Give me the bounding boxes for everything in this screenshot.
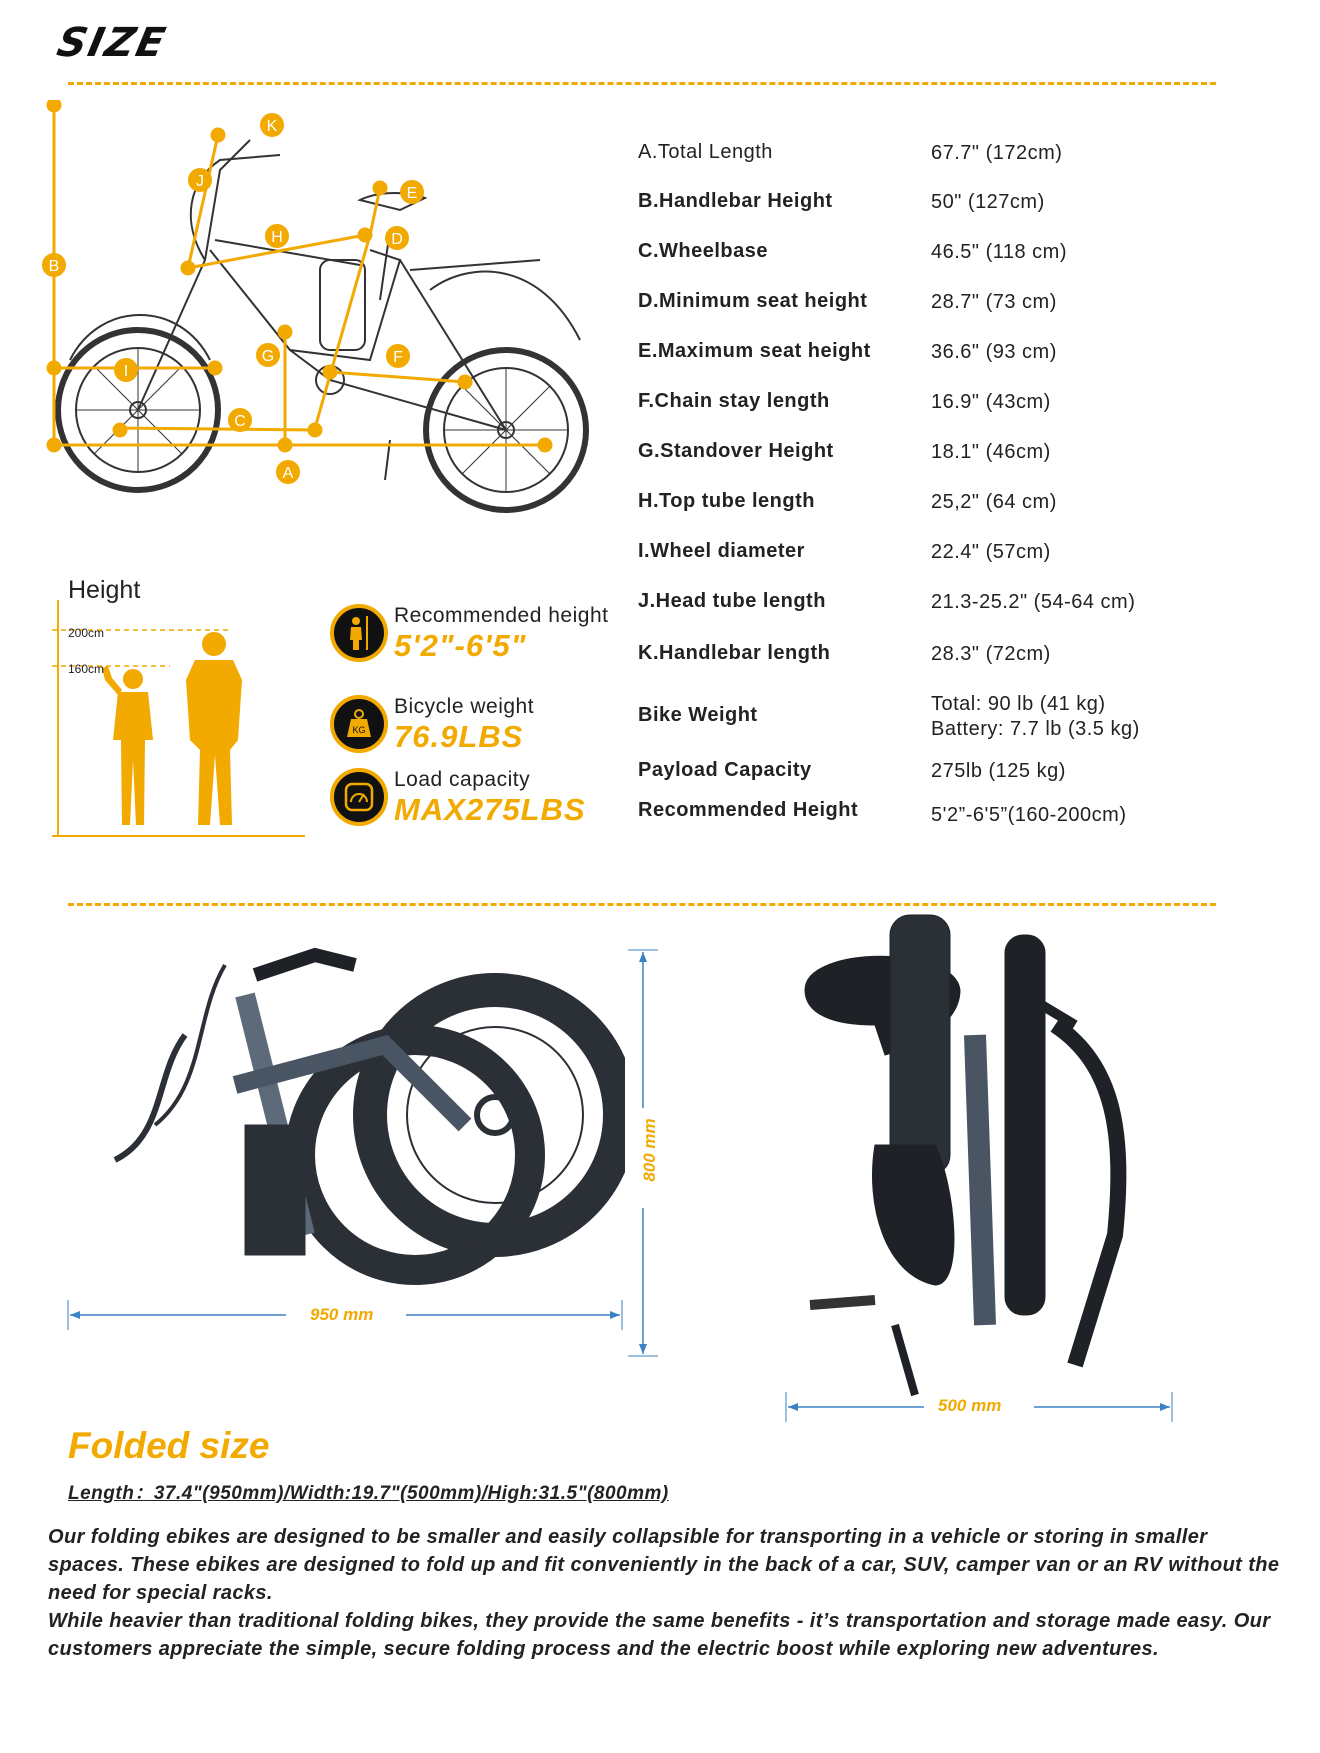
rec-value: 76.9LBS bbox=[394, 719, 524, 754]
gauge-icon bbox=[330, 768, 388, 826]
marker-b bbox=[42, 253, 66, 277]
spec-value: 28.3" (72cm) bbox=[931, 643, 1051, 665]
dim-depth-label: 500 mm bbox=[938, 1396, 1002, 1415]
folded-size-dimensions: Length：37.4"(950mm)/Width:19.7"(500mm)/High:31.5"(800mm) bbox=[68, 1483, 669, 1504]
marker-f bbox=[386, 344, 410, 368]
spec-label: D.Minimum seat height bbox=[638, 290, 868, 312]
spec-row-chain-stay bbox=[638, 390, 1278, 430]
marker-j bbox=[188, 168, 212, 192]
recommended-height-item bbox=[330, 604, 630, 674]
spec-label: Payload Capacity bbox=[638, 759, 812, 781]
rec-label: Bicycle weight bbox=[394, 695, 535, 718]
spec-row-wheel-diameter bbox=[638, 540, 1278, 580]
spec-label: Bike Weight bbox=[638, 704, 758, 726]
spec-label: A.Total Length bbox=[638, 141, 773, 163]
height-chart-title: Height bbox=[68, 576, 141, 604]
svg-text:A: A bbox=[282, 465, 294, 482]
rec-value: MAX275LBS bbox=[394, 792, 586, 827]
spec-value: 50" (127cm) bbox=[931, 191, 1045, 213]
folded-bike-front-photo bbox=[795, 905, 1195, 1405]
marker-i bbox=[114, 358, 138, 382]
svg-text:D: D bbox=[391, 231, 403, 248]
spec-label: K.Handlebar length bbox=[638, 642, 831, 664]
top-divider bbox=[68, 82, 1216, 85]
spec-row-min-seat-height bbox=[638, 290, 1278, 330]
spec-value: 67.7" (172cm) bbox=[931, 142, 1063, 164]
rec-label: Recommended height bbox=[394, 604, 609, 627]
marker-a bbox=[276, 460, 300, 484]
load-capacity-item bbox=[330, 768, 630, 838]
svg-text:E: E bbox=[406, 185, 418, 202]
description-paragraph-2: While heavier than traditional folding bikes, they provide the same benefits - it’s transportation and storage made easy. Our customers appreciate the simple, secure folding process and the electric boost while exploring new adventures. bbox=[48, 1610, 1271, 1660]
spec-label: G.Standover Height bbox=[638, 440, 834, 462]
spec-row-total-length bbox=[638, 141, 1278, 181]
spec-row-head-tube bbox=[638, 590, 1278, 630]
marker-d bbox=[385, 226, 409, 250]
svg-text:K: K bbox=[266, 118, 278, 135]
page-title: SIZE bbox=[53, 20, 171, 66]
spec-row-wheelbase bbox=[638, 240, 1278, 280]
dim-width-label: 950 mm bbox=[310, 1305, 374, 1324]
spec-row-standover bbox=[638, 440, 1278, 480]
bicycle-weight-item bbox=[330, 695, 630, 765]
marker-h bbox=[265, 224, 289, 248]
spec-label: F.Chain stay length bbox=[638, 390, 830, 412]
spec-value-2: Battery: 7.7 lb (3.5 kg) bbox=[931, 718, 1140, 740]
svg-text:G: G bbox=[261, 348, 275, 365]
spec-value: 25,2" (64 cm) bbox=[931, 491, 1057, 513]
spec-row-bike-weight bbox=[638, 692, 1278, 744]
spec-row-top-tube bbox=[638, 490, 1278, 530]
person-height-icon bbox=[330, 604, 388, 662]
svg-text:C: C bbox=[234, 413, 246, 430]
spec-row-handlebar-length bbox=[638, 642, 1278, 682]
spec-label: H.Top tube length bbox=[638, 490, 815, 512]
tick-200cm: 200cm bbox=[68, 626, 105, 640]
dim-height-label: 800 mm bbox=[640, 1118, 659, 1182]
tick-160cm: 160cm bbox=[68, 662, 105, 676]
spec-label: J.Head tube length bbox=[638, 590, 826, 612]
marker-c bbox=[228, 408, 252, 432]
spec-value: 28.7" (73 cm) bbox=[931, 291, 1057, 313]
spec-value: 5'2”-6'5”(160-200cm) bbox=[931, 804, 1127, 826]
svg-text:KG: KG bbox=[352, 725, 366, 735]
spec-value: 21.3-25.2" (54-64 cm) bbox=[931, 591, 1136, 613]
spec-label: Recommended Height bbox=[638, 799, 859, 821]
spec-row-handlebar-height bbox=[638, 190, 1278, 230]
spec-value: 275lb (125 kg) bbox=[931, 760, 1066, 782]
spec-value: 18.1" (46cm) bbox=[931, 441, 1051, 463]
spec-label: E.Maximum seat height bbox=[638, 340, 871, 362]
description-paragraph-1: Our folding ebikes are designed to be smaller and easily collapsible for transporting in a vehicle or storing in smaller spaces. These ebikes are designed to fold up and fit conveniently in the back of a car, SUV, camper van or an RV without the need for special racks. bbox=[48, 1526, 1280, 1604]
folded-size-title: Folded size bbox=[68, 1425, 270, 1466]
person-tall-icon bbox=[186, 632, 242, 825]
spec-row-max-seat-height bbox=[638, 340, 1278, 380]
marker-g bbox=[256, 343, 280, 367]
spec-value: 36.6" (93 cm) bbox=[931, 341, 1057, 363]
spec-row-recommended-height bbox=[638, 799, 1278, 839]
spec-value: Total: 90 lb (41 kg) bbox=[931, 693, 1106, 715]
svg-text:J: J bbox=[196, 173, 204, 190]
spec-label: B.Handlebar Height bbox=[638, 190, 833, 212]
spec-value: 16.9" (43cm) bbox=[931, 391, 1051, 413]
bike-dimension-diagram bbox=[40, 100, 630, 550]
marker-e bbox=[400, 180, 424, 204]
spec-value: 46.5" (118 cm) bbox=[931, 241, 1068, 263]
spec-row-payload bbox=[638, 759, 1278, 799]
rec-value: 5'2"-6'5" bbox=[394, 628, 527, 663]
spec-label: C.Wheelbase bbox=[638, 240, 768, 262]
kg-weight-icon bbox=[330, 695, 388, 753]
svg-text:F: F bbox=[393, 349, 403, 366]
rec-label: Load capacity bbox=[394, 768, 531, 791]
folded-bike-side-photo bbox=[55, 935, 625, 1355]
spec-value: 22.4" (57cm) bbox=[931, 541, 1051, 563]
svg-text:H: H bbox=[271, 229, 283, 246]
svg-text:B: B bbox=[48, 258, 60, 275]
spec-label: I.Wheel diameter bbox=[638, 540, 805, 562]
svg-text:I: I bbox=[123, 363, 129, 380]
marker-k bbox=[260, 113, 284, 137]
person-short-icon bbox=[102, 666, 153, 825]
